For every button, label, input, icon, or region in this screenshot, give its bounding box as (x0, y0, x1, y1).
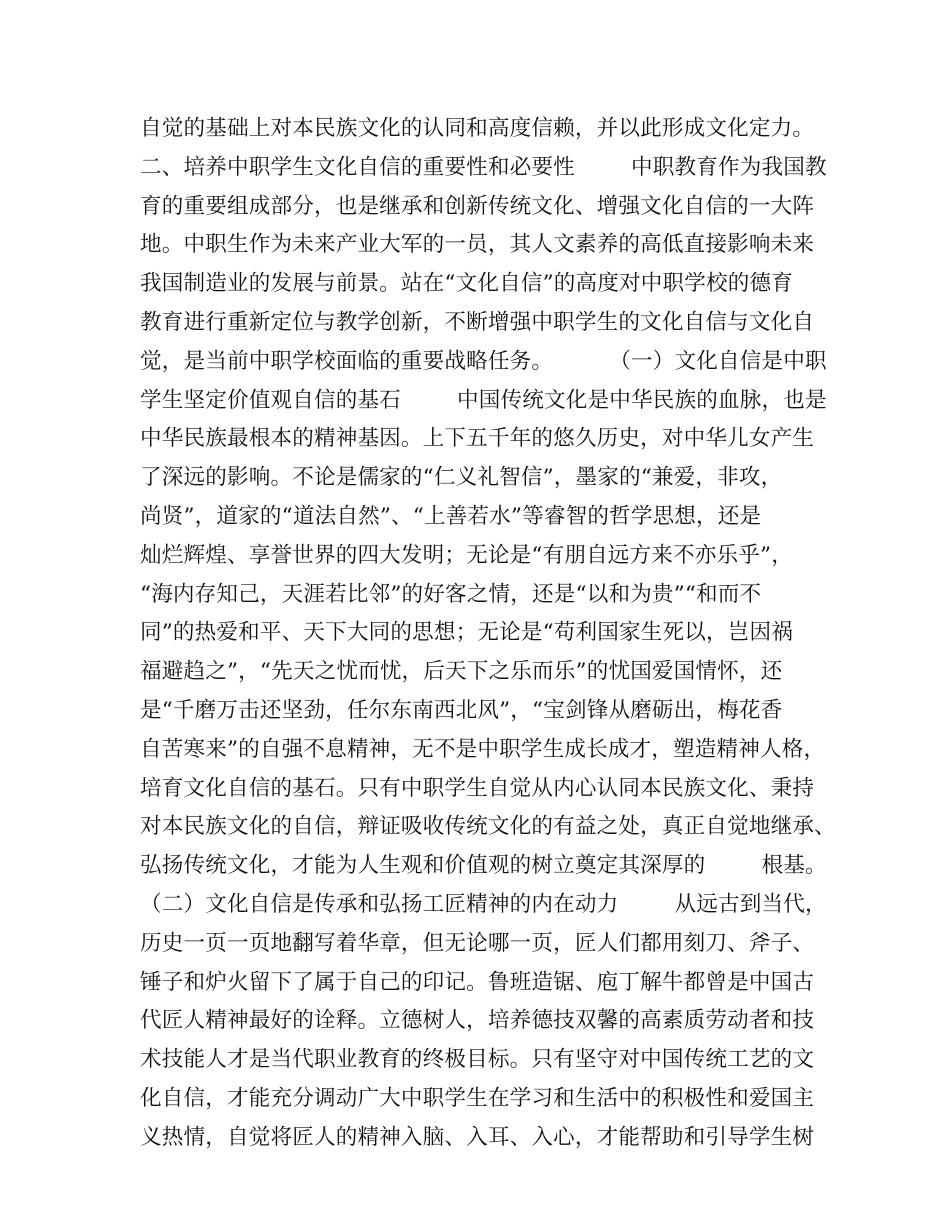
text-line: 了深远的影响。不论是儒家的“仁义礼智信”，墨家的“兼爱，非攻， (140, 465, 783, 491)
text-line: 历史一页一页地翻写着华章，但无论哪一页，匠人们都用刻刀、斧子、 (140, 930, 815, 956)
text-line: 育的重要组成部分，也是继承和创新传统文化、增强文化自信的一大阵 (140, 193, 815, 219)
text-line: （二）文化自信是传承和弘扬工匠精神的内在动力 从远古到当代， (140, 891, 827, 917)
text-line: 福避趋之”，“先天之忧而忧，后天下之乐而乐”的忧国爱国情怀，还 (140, 659, 783, 685)
text-line: 灿烂辉煌、享誉世界的四大发明；无论是“有朋自远方来不亦乐乎”， (140, 542, 793, 568)
text-line: 术技能人才是当代职业教育的终极目标。只有坚守对中国传统工艺的文 (140, 1047, 815, 1073)
text-line: 化自信，才能充分调动广大中职学生在学习和生活中的积极性和爱国主 (140, 1085, 815, 1111)
text-line: 锤子和炉火留下了属于自己的印记。鲁班造锯、庖丁解牛都曾是中国古 (140, 969, 815, 995)
text-line: 教育进行重新定位与教学创新，不断增强中职学生的文化自信与文化自 (140, 309, 815, 335)
text-line: 尚贤”，道家的“道法自然”、“上善若水”等睿智的哲学思想，还是 (140, 503, 762, 529)
text-line: 觉，是当前中职学校面临的重要战略任务。 （一）文化自信是中职 (140, 348, 827, 374)
text-line: 培育文化自信的基石。只有中职学生自觉从内心认同本民族文化、秉持 (140, 775, 815, 801)
text-line: 自觉的基础上对本民族文化的认同和高度信赖，并以此形成文化定力。 (140, 116, 815, 141)
text-line: 二、培养中职学生文化自信的重要性和必要性 中职教育作为我国教 (140, 154, 827, 180)
text-line: 代匠人精神最好的诠释。立德树人，培养德技双馨的高素质劳动者和技 (140, 1008, 815, 1034)
text-line: “海内存知己，天涯若比邻”的好客之情，还是“以和为贵”“和而不 (140, 581, 762, 607)
text-line: 地。中职生作为未来产业大军的一员，其人文素养的高低直接影响未来 (140, 232, 815, 258)
text-line: 对本民族文化的自信，辩证吸收传统文化的有益之处，真正自觉地继承、 (140, 814, 836, 840)
text-line: 学生坚定价值观自信的基石 中国传统文化是中华民族的血脉，也是 (140, 387, 827, 413)
text-line: 中华民族最根本的精神基因。上下五千年的悠久历史，对中华儿女产生 (140, 426, 815, 452)
body-text (140, 110, 836, 1158)
text-line: 弘扬传统文化，才能为人生观和价值观的树立奠定其深厚的 根基。 (140, 853, 827, 879)
text-line: 义热情，自觉将匠人的精神入脑、入耳、入心，才能帮助和引导学生树 (140, 1124, 815, 1150)
text-line: 同”的热爱和平、天下大同的思想；无论是“苟利国家生死以，岂因祸 (140, 620, 793, 646)
text-line: 自苦寒来”的自强不息精神，无不是中职学生成长成才，塑造精神人格， (140, 736, 826, 762)
text-line: 我国制造业的发展与前景。站在“文化自信”的高度对中职学校的德育 (140, 271, 793, 297)
text-line: 是“千磨万击还坚劲，任尔东南西北风”，“宝剑锋从磨砺出，梅花香 (140, 697, 783, 723)
